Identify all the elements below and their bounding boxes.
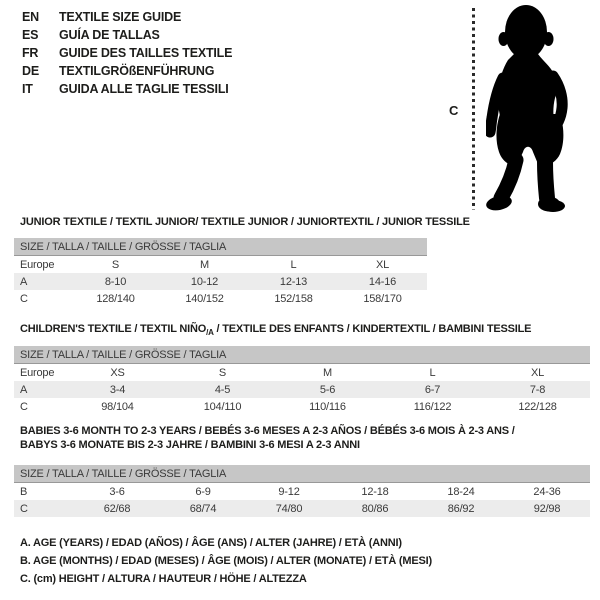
table-cell: 14-16: [338, 273, 427, 290]
table-cell: 116/122: [413, 400, 452, 413]
row-label: B: [20, 485, 28, 498]
babies-title-line2: BABYS 3-6 MONATE BIS 2-3 JAHRE / BAMBINI 3-6 MESI A 2-3 ANNI: [20, 439, 360, 451]
language-code: DE: [22, 64, 39, 78]
table-cell: 7-8: [485, 381, 590, 398]
table-row: [14, 273, 427, 290]
measurement-legend: [20, 534, 432, 588]
table-cell: M: [200, 258, 209, 271]
table-cell: 80/86: [332, 500, 418, 517]
table-cell: 3-4: [65, 381, 170, 398]
table-cell: 6-9: [195, 485, 211, 498]
size-header-cell: SIZE / TALLA / TAILLE / GRÖSSE / TAGLIA: [14, 238, 427, 256]
table-cell: 12-13: [249, 273, 338, 290]
size-header-cell: SIZE / TALLA / TAILLE / GRÖSSE / TAGLIA: [14, 465, 590, 483]
row-label: A: [14, 273, 71, 290]
legend-line-c: C. (cm) HEIGHT / ALTURA / HAUTEUR / HÖHE / ALTEZZA: [20, 573, 307, 585]
row-label: Europe: [20, 366, 55, 379]
table-cell: 92/98: [504, 500, 590, 517]
table-cell: 110/116: [309, 400, 346, 413]
table-cell: L: [290, 258, 297, 271]
children-table-title: [20, 322, 531, 340]
language-code: EN: [22, 10, 39, 24]
babies-size-table: [14, 465, 590, 517]
table-cell: 24-36: [533, 485, 561, 498]
children-size-table: [14, 346, 590, 415]
table-cell: L: [429, 366, 436, 379]
language-row-de: [22, 62, 232, 80]
table-row: [14, 483, 590, 501]
language-code: FR: [22, 46, 39, 60]
table-cell: 62/68: [74, 500, 160, 517]
table-row: [14, 256, 427, 274]
language-code: ES: [22, 28, 39, 42]
language-title: TEXTILGRÖßENFÜHRUNG: [59, 64, 215, 78]
junior-table-title: JUNIOR TEXTILE / TEXTIL JUNIOR/ TEXTILE JUNIOR / JUNIORTEXTIL / JUNIOR TESSILE: [20, 216, 470, 228]
table-cell: S: [111, 258, 120, 271]
table-cell: 9-12: [278, 485, 300, 498]
language-title: GUIDA ALLE TAGLIE TESSILI: [59, 82, 229, 96]
table-cell: 10-12: [160, 273, 249, 290]
junior-size-table: [14, 238, 427, 307]
table-cell: 18-24: [447, 485, 475, 498]
table-cell: 68/74: [160, 500, 246, 517]
size-header-cell: SIZE / TALLA / TAILLE / GRÖSSE / TAGLIA: [14, 346, 590, 364]
table-row: [14, 398, 590, 415]
language-title: GUIDE DES TAILLES TEXTILE: [59, 46, 233, 60]
language-row-es: [22, 26, 232, 44]
table-cell: 5-6: [275, 381, 380, 398]
language-row-en: [22, 8, 232, 26]
table-cell: 12-18: [361, 485, 389, 498]
table-row: [14, 346, 590, 364]
table-row: [14, 290, 427, 307]
table-row: [14, 465, 590, 483]
language-code: IT: [22, 82, 33, 96]
language-title-list: [22, 8, 232, 98]
table-row: [14, 238, 427, 256]
table-row: [14, 364, 590, 382]
babies-table-title: [20, 424, 515, 452]
table-cell: XL: [375, 258, 390, 271]
language-title: TEXTILE SIZE GUIDE: [59, 10, 182, 24]
table-cell: 128/140: [96, 292, 135, 305]
table-cell: 152/158: [274, 292, 313, 305]
title-part: / TEXTILE DES ENFANTS / KINDERTEXTIL / BAMBINI TESSILE: [213, 323, 532, 335]
table-cell: 104/110: [203, 400, 242, 413]
babies-title-line1: BABIES 3-6 MONTH TO 2-3 YEARS / BEBÉS 3-6 MESES A 2-3 AÑOS / BÉBÉS 3-6 MOIS À 2-3 ANS /: [20, 425, 515, 437]
table-cell: 122/128: [518, 400, 557, 413]
table-cell: 158/170: [363, 292, 402, 305]
table-cell: 6-7: [380, 381, 485, 398]
table-cell: 3-6: [109, 485, 125, 498]
language-title: GUÍA DE TALLAS: [59, 28, 160, 42]
title-subscript: /A: [206, 328, 214, 338]
table-cell: S: [218, 366, 227, 379]
legend-line-a: A. AGE (YEARS) / EDAD (AÑOS) / ÂGE (ANS) / ALTER (JAHRE) / ETÀ (ANNI): [20, 537, 402, 549]
table-row: [14, 381, 590, 398]
language-row-fr: [22, 44, 232, 62]
table-cell: M: [323, 366, 332, 379]
table-cell: 98/104: [101, 400, 134, 413]
table-cell: XL: [530, 366, 545, 379]
table-cell: 86/92: [418, 500, 504, 517]
table-cell: 4-5: [170, 381, 275, 398]
row-label: Europe: [20, 258, 55, 271]
language-row-it: [22, 80, 232, 98]
table-cell: 8-10: [71, 273, 160, 290]
toddler-silhouette-image: [486, 2, 598, 214]
title-part: CHILDREN'S TEXTILE / TEXTIL NIÑO: [20, 323, 207, 335]
table-row: [14, 500, 590, 517]
table-cell: 74/80: [246, 500, 332, 517]
row-label: C: [14, 500, 74, 517]
row-label: C: [20, 400, 28, 413]
height-measure-dotted-line: [472, 8, 475, 210]
height-measure-label: C: [449, 103, 459, 118]
legend-line-b: B. AGE (MONTHS) / EDAD (MESES) / ÂGE (MOIS) / ALTER (MONATE) / ETÀ (MESI): [20, 555, 432, 567]
table-cell: XS: [110, 366, 125, 379]
row-label: C: [20, 292, 28, 305]
row-label: A: [14, 381, 65, 398]
table-cell: 140/152: [185, 292, 224, 305]
